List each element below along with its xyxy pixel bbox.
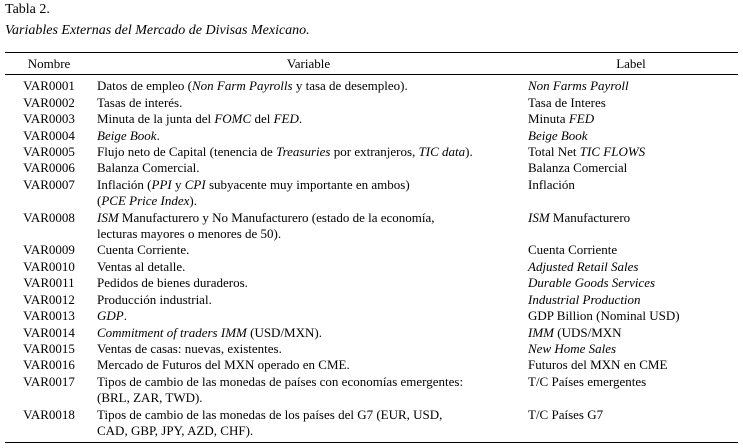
text-segment: Industrial Production xyxy=(528,291,641,307)
text-segment: FED xyxy=(568,111,595,127)
text-segment: New Home Sales xyxy=(528,340,617,356)
text-segment: Tipos de cambio de las monedas de países con economías emergentes: xyxy=(97,373,464,389)
text-segment: CPI xyxy=(184,176,206,192)
variable-line xyxy=(97,357,524,373)
text-segment: Tipos de cambio de las monedas de los países del G7 (EUR, USD, xyxy=(97,406,443,422)
text-segment: lecturas mayores o menores de 50). xyxy=(97,226,282,242)
text-segment: Futuros del MXN en CME xyxy=(528,357,668,373)
cell-nombre: VAR0001 xyxy=(23,78,75,94)
cell-label xyxy=(524,242,738,258)
variable-line xyxy=(97,78,524,94)
variable-line xyxy=(97,259,524,275)
cell-label xyxy=(524,407,738,443)
cell-variable xyxy=(93,242,524,258)
text-segment: Inflación ( xyxy=(97,176,152,192)
text-segment: Tasas de interés. xyxy=(97,94,183,110)
cell-label xyxy=(524,177,738,210)
text-segment: y tasa de desempleo). xyxy=(292,78,408,94)
cell-variable xyxy=(93,325,524,341)
text-segment: (USD/MXN). xyxy=(246,324,322,340)
table-row xyxy=(5,160,738,176)
variable-line xyxy=(97,193,524,209)
text-segment: Commitment of traders IMM xyxy=(97,324,247,340)
table-row xyxy=(5,111,738,127)
cell-variable xyxy=(93,111,524,127)
cell-nombre: VAR0014 xyxy=(23,324,75,340)
cell-nombre: VAR0010 xyxy=(23,258,75,274)
text-segment: ISM xyxy=(97,209,119,225)
text-segment: ). xyxy=(465,144,473,160)
cell-nombre: VAR0004 xyxy=(23,127,75,143)
cell-nombre: VAR0018 xyxy=(23,406,75,422)
text-segment: ). xyxy=(189,193,198,209)
table-caption-title: Variables Externas del Mercado de Divisas Mexicano. xyxy=(5,23,310,38)
text-segment: Minuta de la junta del xyxy=(97,111,215,127)
variable-line xyxy=(97,160,524,176)
text-segment: Minuta xyxy=(528,111,569,127)
cell-label xyxy=(524,160,738,176)
text-segment: ISM xyxy=(528,209,550,225)
text-segment: Treasuries xyxy=(276,144,331,160)
variable-line xyxy=(97,226,524,242)
cell-label xyxy=(524,144,738,160)
variable-line xyxy=(97,390,524,406)
cell-nombre: VAR0013 xyxy=(23,308,75,324)
text-segment: Balanza Comercial xyxy=(528,160,628,176)
text-segment: por extranjeros, xyxy=(330,144,419,160)
table-row xyxy=(5,357,738,373)
text-segment: PPI xyxy=(151,176,172,192)
text-segment: TIC data xyxy=(418,144,466,160)
cell-nombre: VAR0012 xyxy=(23,291,75,307)
table-row xyxy=(5,242,738,258)
text-segment: Manufacturero y No Manufacturero (estado de la economía, xyxy=(118,209,435,225)
variable-line xyxy=(97,95,524,111)
table-row xyxy=(5,259,738,275)
text-segment: T/C Países emergentes xyxy=(528,373,647,389)
table-row xyxy=(5,95,738,111)
table-row xyxy=(5,374,738,407)
text-segment: Datos de empleo ( xyxy=(97,78,192,94)
cell-label xyxy=(524,308,738,324)
text-segment: Tasa de Interes xyxy=(528,94,606,110)
cell-variable xyxy=(93,341,524,357)
text-segment: del xyxy=(251,111,274,127)
text-segment: CAD, GBP, JPY, AZD, CHF). xyxy=(97,422,254,438)
text-segment: T/C Países G7 xyxy=(528,406,604,422)
cell-variable xyxy=(93,144,524,160)
table-row xyxy=(5,292,738,308)
text-segment: Flujo neto de Capital (tenencia de xyxy=(97,144,277,160)
table-row xyxy=(5,308,738,324)
text-segment: Beige Book xyxy=(528,127,588,143)
cell-label xyxy=(524,111,738,127)
table-row xyxy=(5,325,738,341)
cell-nombre: VAR0002 xyxy=(23,94,75,110)
text-segment: Cuenta Corriente xyxy=(528,242,618,258)
cell-label xyxy=(524,259,738,275)
text-segment: Ventas de casas: nuevas, existentes. xyxy=(97,340,282,356)
cell-variable xyxy=(93,275,524,291)
variable-line xyxy=(97,275,524,291)
cell-nombre: VAR0015 xyxy=(23,340,75,356)
text-segment: Mercado de Futuros del MXN operado en CME. xyxy=(97,357,350,373)
cell-variable xyxy=(93,357,524,373)
cell-nombre: VAR0009 xyxy=(23,242,75,258)
variable-line xyxy=(97,325,524,341)
text-segment: Adjusted Retail Sales xyxy=(528,258,639,274)
cell-label xyxy=(524,128,738,144)
variable-line xyxy=(97,374,524,390)
cell-nombre: VAR0017 xyxy=(23,373,75,389)
text-segment: IMM xyxy=(528,324,554,340)
cell-label xyxy=(524,325,738,341)
text-segment: . xyxy=(156,127,160,143)
variable-line xyxy=(97,242,524,258)
variable-line xyxy=(97,144,524,160)
cell-variable xyxy=(93,259,524,275)
cell-nombre: VAR0005 xyxy=(23,144,75,160)
cell-variable xyxy=(93,95,524,111)
cell-label xyxy=(524,75,738,95)
cell-label xyxy=(524,275,738,291)
table-caption-number: Tabla 2. xyxy=(5,2,50,17)
cell-variable xyxy=(93,177,524,210)
cell-variable xyxy=(93,308,524,324)
cell-label xyxy=(524,292,738,308)
table-row xyxy=(5,144,738,160)
variable-line xyxy=(97,341,524,357)
text-segment: Inflación xyxy=(528,176,575,192)
cell-label xyxy=(524,357,738,373)
header-variable: Variable xyxy=(286,56,331,71)
text-segment: Non Farm Payrolls xyxy=(191,78,293,94)
text-segment: GDP Billion (Nominal USD) xyxy=(528,308,680,324)
cell-label xyxy=(524,341,738,357)
text-segment: . xyxy=(298,111,303,127)
cell-label xyxy=(524,374,738,407)
cell-variable xyxy=(93,407,524,443)
header-label: Label xyxy=(616,56,646,71)
variable-line xyxy=(97,177,524,193)
text-segment: Pedidos de bienes duraderos. xyxy=(97,275,248,291)
cell-variable xyxy=(93,374,524,407)
text-segment: Producción industrial. xyxy=(97,291,212,307)
cell-variable xyxy=(93,128,524,144)
cell-nombre: VAR0007 xyxy=(23,176,75,192)
cell-variable xyxy=(93,160,524,176)
variable-line xyxy=(97,292,524,308)
text-segment: (BRL, ZAR, TWD). xyxy=(97,390,203,406)
table-header-row xyxy=(5,53,738,75)
table-row xyxy=(5,275,738,291)
text-segment: ( xyxy=(97,193,102,209)
text-segment: FOMC xyxy=(214,111,252,127)
text-segment: Total Net xyxy=(528,144,580,160)
text-segment: (UDS/MXN xyxy=(554,324,622,340)
table-row xyxy=(5,75,738,95)
table-row xyxy=(5,128,738,144)
cell-nombre: VAR0008 xyxy=(23,209,75,225)
table-row xyxy=(5,341,738,357)
cell-nombre: VAR0006 xyxy=(23,160,75,176)
header-nombre: Nombre xyxy=(27,56,71,71)
variable-line xyxy=(97,111,524,127)
text-segment: . xyxy=(123,308,127,324)
table-row xyxy=(5,210,738,243)
variable-line xyxy=(97,128,524,144)
cell-nombre: VAR0016 xyxy=(23,357,75,373)
text-segment: Cuenta Corriente. xyxy=(97,242,190,258)
table-row xyxy=(5,407,738,443)
text-segment: Balanza Comercial. xyxy=(97,160,200,176)
variable-line xyxy=(97,407,524,423)
text-segment: Durable Goods Services xyxy=(528,275,656,291)
text-segment: TIC FLOWS xyxy=(579,144,646,160)
cell-label xyxy=(524,95,738,111)
text-segment: FED xyxy=(273,111,299,127)
cell-nombre: VAR0011 xyxy=(23,275,75,291)
cell-nombre: VAR0003 xyxy=(23,111,75,127)
text-segment: subyacente muy importante en ambos) xyxy=(205,176,410,192)
text-segment: y xyxy=(171,176,185,192)
text-segment: Non Farms Payroll xyxy=(528,78,629,94)
cell-variable xyxy=(93,210,524,243)
variable-line xyxy=(97,423,524,439)
table-row xyxy=(5,177,738,210)
cell-variable xyxy=(93,75,524,95)
cell-variable xyxy=(93,292,524,308)
text-segment: Ventas al detalle. xyxy=(97,258,186,274)
variable-line xyxy=(97,210,524,226)
text-segment: Manufacturero xyxy=(549,209,631,225)
variable-line xyxy=(97,308,524,324)
text-segment: PCE Price Index xyxy=(101,193,190,209)
text-segment: Beige Book xyxy=(97,127,157,143)
text-segment: GDP xyxy=(97,308,124,324)
cell-label xyxy=(524,210,738,243)
variables-table xyxy=(5,52,738,443)
table-body xyxy=(5,75,738,443)
